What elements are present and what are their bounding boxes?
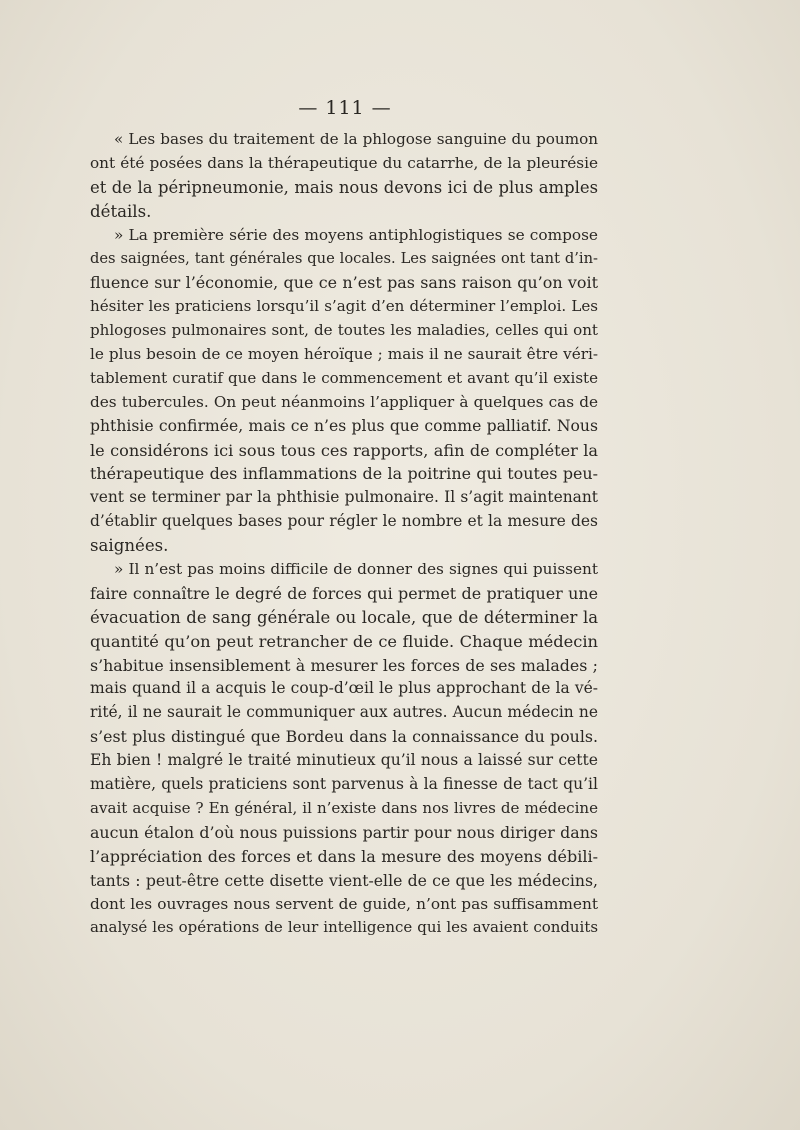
text-line: s’habitue insensiblement à mesurer les forces de ses malades ; [90, 655, 598, 675]
text-line: thérapeutique des inflammations de la poitrine qui toutes peu- [90, 464, 598, 484]
text-line: l’appréciation des forces et dans la mesure des moyens débili- [90, 846, 598, 866]
text-line: » La première série des moyens antiphlogistiques se compose [114, 225, 598, 244]
text-line: avait acquise ? En général, il n’existe dans nos livres de médecine [90, 798, 598, 817]
text-line: détails. [90, 201, 152, 221]
text-line: tablement curatif que dans le commencement et avant qu’il existe [90, 368, 598, 387]
text-line: dont les ouvrages nous servent de guide, n’ont pas suffisamment [90, 894, 598, 913]
text-line: phlogoses pulmonaires sont, de toutes les maladies, celles qui ont [90, 321, 598, 340]
text-line: saignées. [90, 536, 169, 556]
text-line: le considérons ici sous tous ces rapports, afin de compléter la [90, 440, 598, 460]
text-line: aucun étalon d’où nous puissions partir pour nous diriger dans [90, 822, 598, 842]
text-line: analysé les opérations de leur intelligence qui les avaient conduits [90, 918, 598, 937]
text-line: d’établir quelques bases pour régler le nombre et la mesure des [90, 512, 598, 531]
text-line: vent se terminer par la phthisie pulmonaire. Il s’agit maintenant [90, 488, 598, 507]
text-line: et de la péripneumonie, mais nous devons ici de plus amples [90, 177, 598, 197]
text-line: faire connaître le degré de forces qui permet de pratiquer une [90, 583, 598, 603]
text-line: rité, il ne saurait le communiquer aux autres. Aucun médecin ne [90, 703, 598, 722]
text-line: hésiter les praticiens lorsqu’il s’agit d’en déterminer l’emploi. Les [90, 297, 598, 316]
text-line: Eh bien ! malgré le traité minutieux qu’il nous a laissé sur cette [90, 751, 598, 770]
text-line: » Il n’est pas moins difficile de donner des signes qui puissent [114, 560, 598, 579]
text-line: tants : peut-être cette disette vient-elle de ce que les médecins, [90, 870, 598, 890]
text-line: quantité qu’on peut retrancher de ce fluide. Chaque médecin [90, 631, 598, 651]
body-text [90, 128, 598, 940]
text-line: le plus besoin de ce moyen héroïque ; mais il ne saurait être véri- [90, 345, 598, 364]
text-line: des tubercules. On peut néanmoins l’appliquer à quelques cas de [90, 392, 598, 411]
text-line: matière, quels praticiens sont parvenus à la finesse de tact qu’il [90, 775, 598, 794]
text-line: mais quand il a acquis le coup-d’œil le plus approchant de la vé- [90, 679, 598, 698]
text-line: ont été posées dans la thérapeutique du catarrhe, de la pleurésie [90, 153, 598, 172]
text-line: « Les bases du traitement de la phlogose sanguine du poumon [114, 130, 598, 148]
text-line: des saignées, tant générales que locales. Les saignées ont tant d’in- [90, 250, 598, 268]
text-line: fluence sur l’économie, que ce n’est pas sans raison qu’on voit [90, 273, 598, 293]
page-number: — 111 — [298, 97, 392, 119]
text-line: s’est plus distingué que Bordeu dans la connaissance du pouls. [90, 727, 598, 747]
text-line: phthisie confirmée, mais ce n’es plus que comme palliatif. Nous [90, 416, 598, 435]
text-line: évacuation de sang générale ou locale, que de déterminer la [90, 607, 598, 627]
